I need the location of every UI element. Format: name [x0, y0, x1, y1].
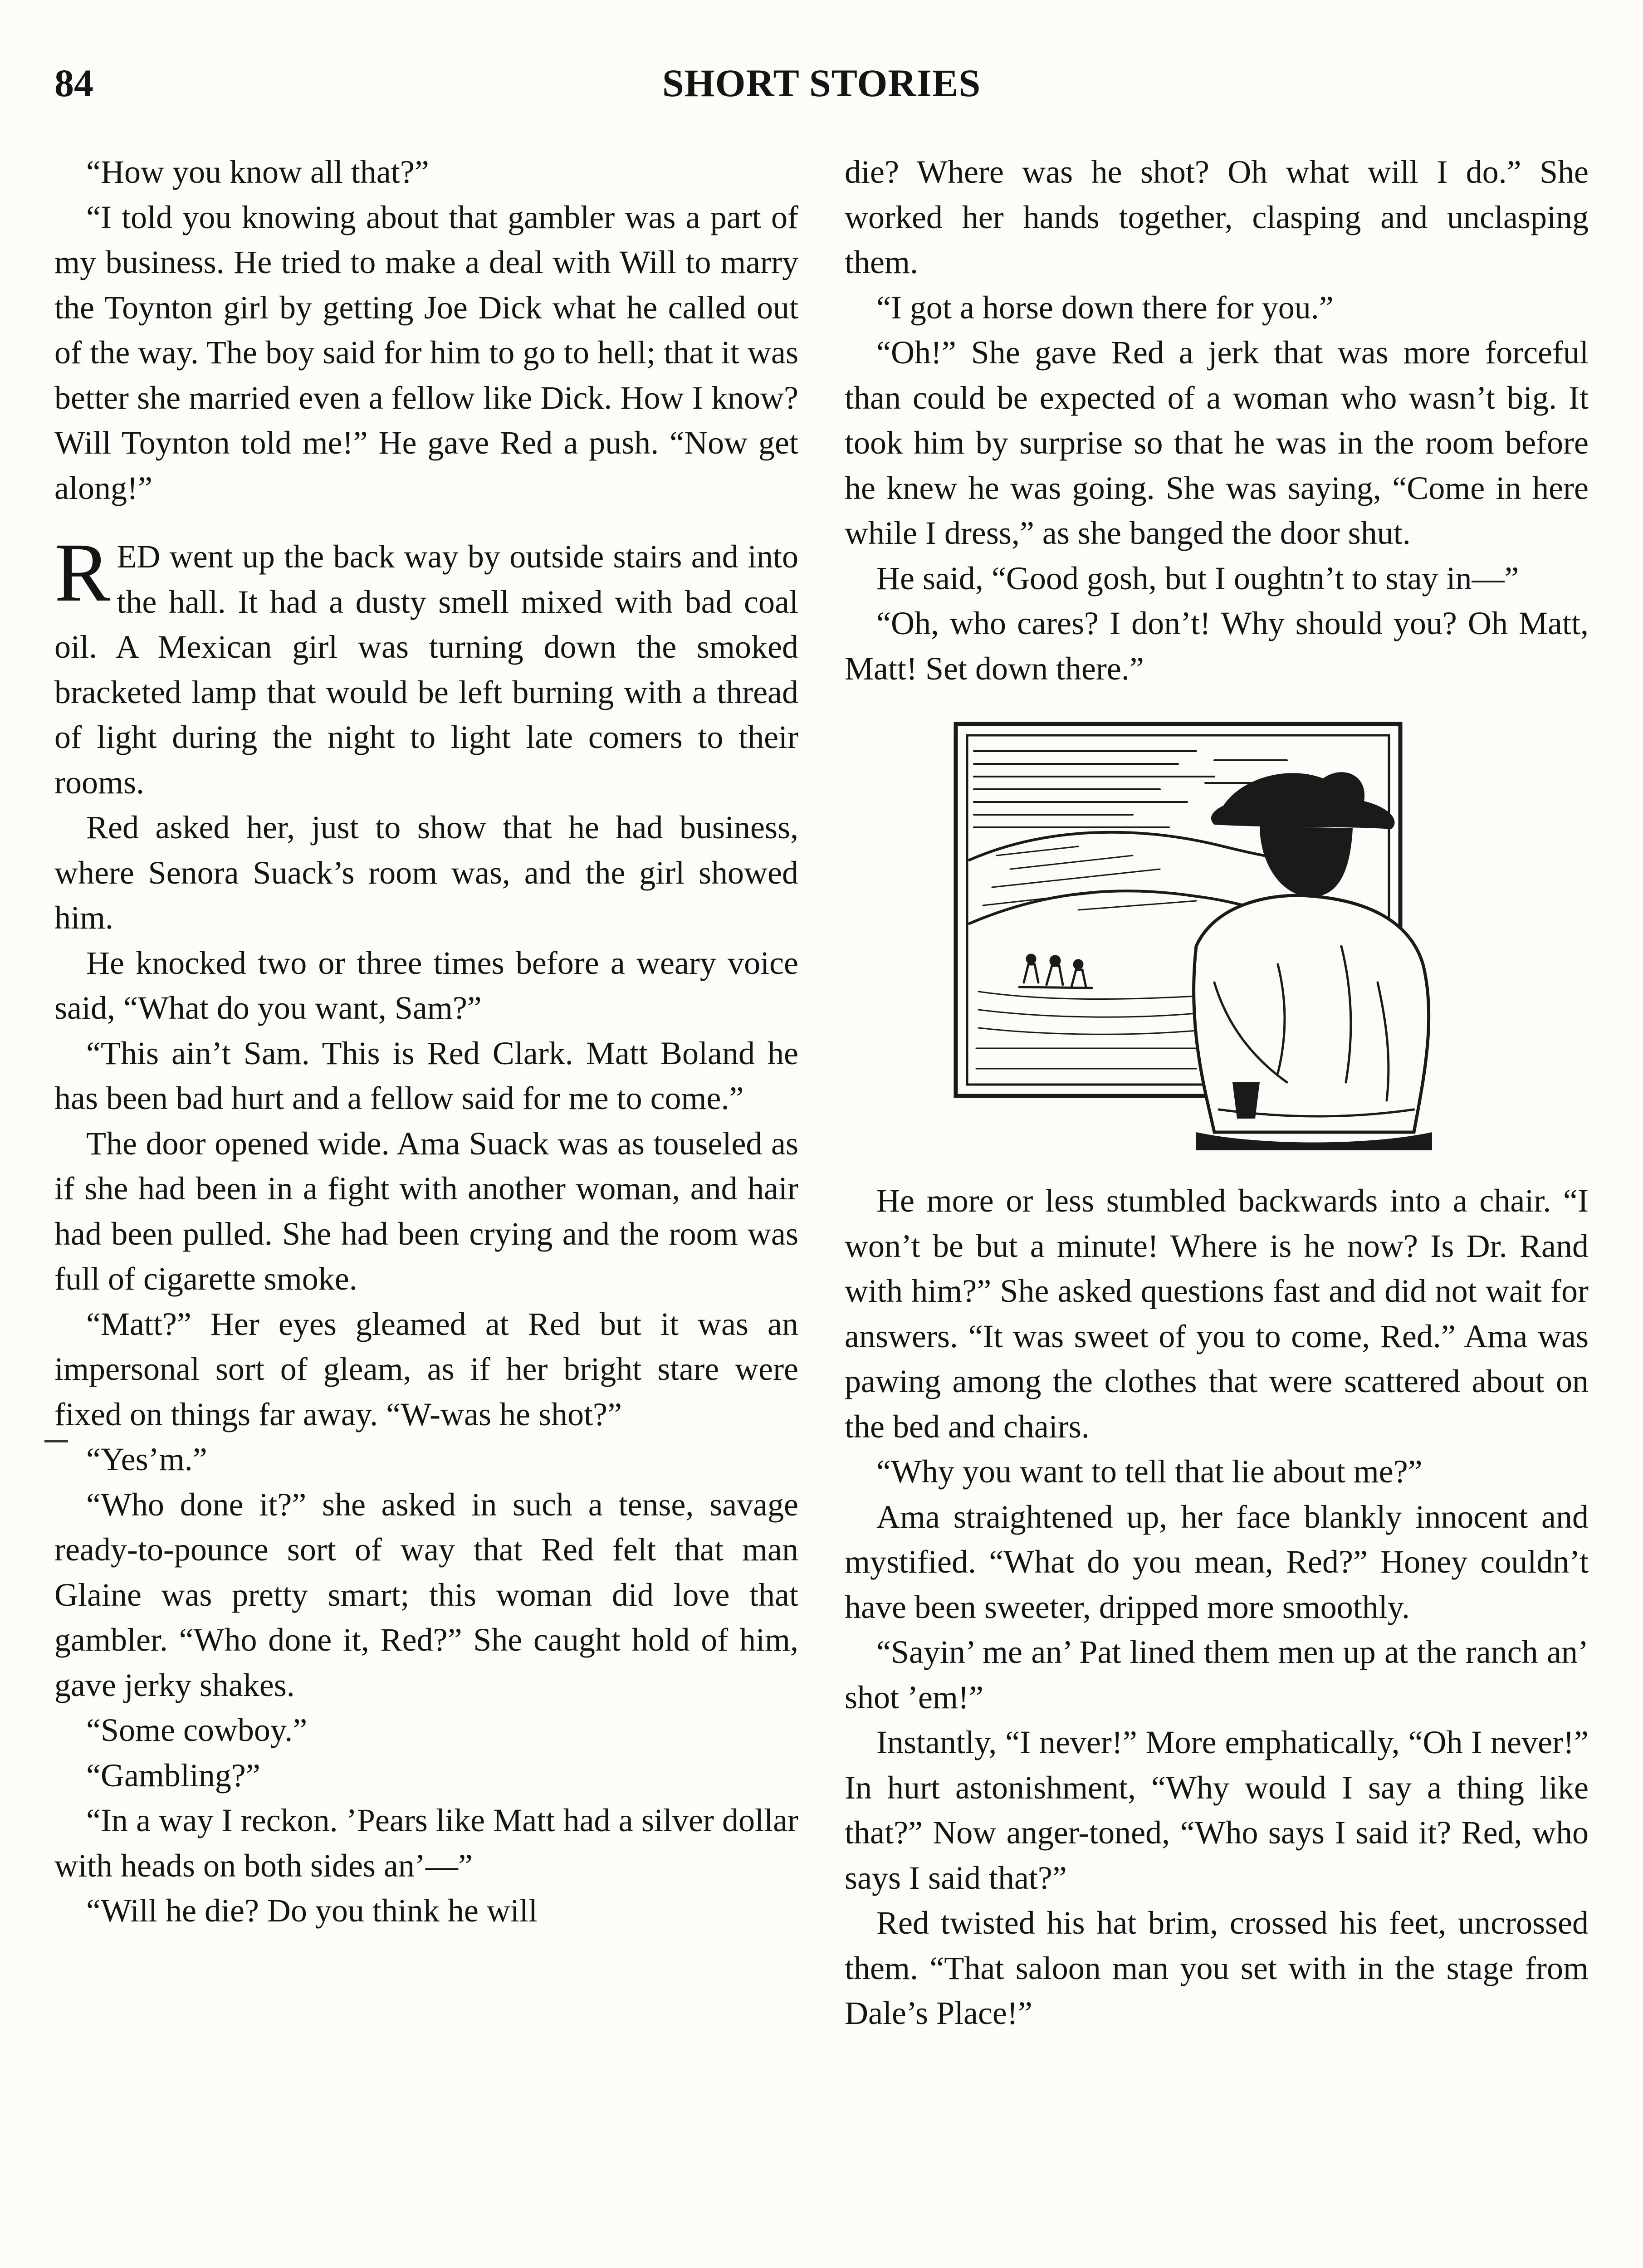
- paragraph: Instantly, “I never!” More emphatically, “Oh I never!” In hurt astonishment, “Why would I say a thing like that?” Now anger-toned, “Who says I said it? Red, who says I said that?”: [845, 1724, 1589, 1896]
- paragraph: He more or less stumbled backwards into a chair. “I won’t be but a minute! Where is he now? Is Dr. Rand with him?” She asked questions fast and did not wait for answers. “It was sweet of you to come, Red.” Ama was pawing among the clothes that were scattered about on the bed and chairs.: [845, 1183, 1589, 1445]
- paragraph: “How you know all that?”: [86, 154, 429, 190]
- paragraph: Red asked her, just to show that he had business, where Senora Suack’s room was, and the girl showed him.: [54, 809, 798, 936]
- hat: [1211, 772, 1395, 829]
- paragraph: “Why you want to tell that lie about me?”: [876, 1453, 1423, 1490]
- margin-dash-mark: [44, 1440, 68, 1442]
- paragraph: “Yes’m.”: [86, 1441, 207, 1477]
- paragraph: “Matt?” Her eyes gleamed at Red but it was an impersonal sort of gleam, as if her bright stare were fixed on things far away. “W-was he shot?”: [54, 1305, 798, 1432]
- paragraph: “Some cowboy.”: [86, 1712, 308, 1748]
- cowboy-illustration: [942, 710, 1491, 1155]
- paragraph: The door opened wide. Ama Suack was as touseled as if she had been in a fight with another woman, and hair had been pulled. She had been crying and the room was full of cigarette smoke.: [54, 1125, 798, 1297]
- paragraph: Ama straightened up, her face blankly innocent and mystified. “What do you mean, Red?” Honey couldn’t have been sweeter, dripped more smoothly.: [845, 1498, 1589, 1625]
- paragraph: “I told you knowing about that gambler was a part of my business. He tried to make a deal with Will to marry the Toynton girl by getting Joe Dick what he called out of the way. The boy said for him to go to hell; that it was better she married even a fellow like Dick. How I know? Will Toynton told me!” He gave Red a push. “Now get along!”: [54, 199, 798, 506]
- page-number: 84: [54, 61, 93, 105]
- head-and-hair: [1260, 826, 1353, 897]
- paragraph: “Sayin’ me an’ Pat lined them men up at the ranch an’ shot ’em!”: [845, 1634, 1589, 1716]
- paragraph: “This ain’t Sam. This is Red Clark. Matt Boland he has been bad hurt and a fellow said for me to come.”: [54, 1035, 798, 1116]
- paragraph-text: ED went up the back way by outside stairs and into the hall. It had a dusty smell mixed with bad coal oil. A Mexican girl was turning down the smoked bracketed lamp that would be left burning with a thread of light during the night to light late comers to their rooms.: [54, 538, 798, 801]
- hill-hatching: [983, 846, 1196, 910]
- paragraph: “Who done it?” she asked in such a tense, savage ready-to-pounce sort of way that Red felt that man Glaine was pretty smart; this woman did love that gambler. “Who done it, Red?” She caught hold of him, gave jerky shakes.: [54, 1486, 798, 1703]
- section-break: [54, 511, 798, 534]
- paragraph: “Gambling?”: [86, 1757, 260, 1794]
- holster: [1232, 1082, 1260, 1119]
- paragraph: die? Where was he shot? Oh what will I do.” She worked her hands together, clasping and unclasping them.: [845, 154, 1589, 280]
- paragraph: “I got a horse down there for you.”: [876, 289, 1334, 326]
- drop-cap: R: [54, 526, 111, 619]
- road-lines: [976, 992, 1196, 1069]
- far-hill: [969, 832, 1305, 862]
- distant-riders: [1019, 955, 1092, 988]
- paragraph: “In a way I reckon. ’Pears like Matt had a silver dollar with heads on both sides an’—”: [54, 1802, 798, 1884]
- right-column: [845, 150, 1589, 2036]
- paragraph: Red twisted his hat brim, crossed his feet, uncrossed them. “That saloon man you set with in the stage from Dale’s Place!”: [845, 1905, 1589, 2031]
- cowboy-figure: [1194, 772, 1432, 1150]
- paragraph: “Oh, who cares? I don’t! Why should you? Oh Matt, Matt! Set down there.”: [845, 605, 1589, 687]
- paragraph-section-start: [54, 526, 798, 805]
- left-column: [54, 150, 798, 1934]
- paragraph: “Oh!” She gave Red a jerk that was more forceful than could be expected of a woman who wasn’t big. It took him by surprise so that he was in the room before he knew he was going. She was saying, “Come in here while I dress,” as she banged the door shut.: [845, 334, 1589, 551]
- shadow: [1196, 1132, 1432, 1150]
- shirt: [1194, 895, 1429, 1132]
- running-head: SHORT STORIES: [662, 61, 981, 105]
- paragraph: “Will he die? Do you think he will: [86, 1892, 538, 1929]
- paragraph: He said, “Good gosh, but I oughtn’t to stay in—”: [876, 560, 1519, 596]
- paragraph: He knocked two or three times before a weary voice said, “What do you want, Sam?”: [54, 944, 798, 1026]
